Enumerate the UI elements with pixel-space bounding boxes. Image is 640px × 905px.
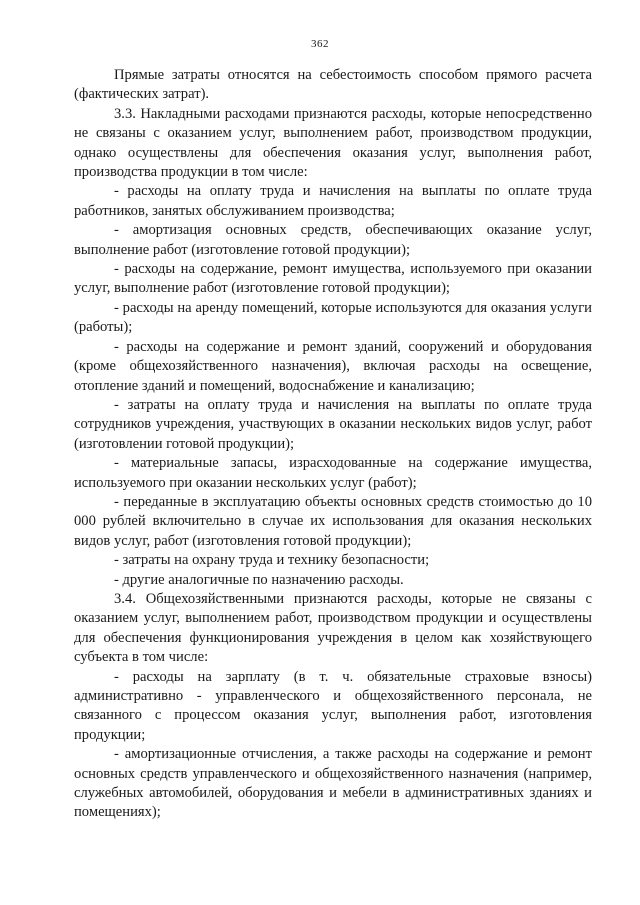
paragraph-3-3-overhead: 3.3. Накладными расходами признаются расходы, которые непосредственно не связаны с оказанием услуг, выполнением работ, производством продукции, однако осуществлены для обеспечения оказания услуг, выполнения работ, производства продукции в том числе: <box>74 105 592 181</box>
list-item: - материальные запасы, израсходованные на содержание имущества, используемого при оказании нескольких услуг (работ); <box>74 455 592 491</box>
list-item: - амортизационные отчисления, а также расходы на содержание и ремонт основных средств управленческого и общехозяйственного назначения (например, служебных автомобилей, оборудования и мебели в административных зданиях и помещениях); <box>74 746 592 821</box>
list-item: - расходы на содержание и ремонт зданий, сооружений и оборудования (кроме общехозяйственного назначения), включая расходы на освещение, отопление зданий и помещений, водоснабжение и канализацию; <box>74 338 592 394</box>
list-item: - переданные в эксплуатацию объекты основных средств стоимостью до 10 000 рублей включительно в случае их использования для оказания нескольких видов услуг, работ (изготовления готовой продукции); <box>74 493 592 549</box>
list-item: - расходы на зарплату (в т. ч. обязательные страховые взносы) административно - управленческого и общехозяйственного персонала, не связанного с процессом оказания услуг, выполнения работ, изготовления продукции; <box>74 668 592 743</box>
list-item: - амортизация основных средств, обеспечивающих оказание услуг, выполнение работ (изготовление готовой продукции); <box>74 222 592 258</box>
list-item: - расходы на аренду помещений, которые используются для оказания услуги (работы); <box>74 299 592 336</box>
list-item: - расходы на содержание, ремонт имущества, используемого при оказании услуг, выполнение работ (изготовление готовой продукции); <box>74 261 592 297</box>
paragraph-3-4-general: 3.4. Общехозяйственными признаются расходы, которые не связаны с оказанием услуг, выполнением работ, производством продукции и осуществлены для обеспечения функционирования учреждения в целом как хозяйствующего субъекта в том числе: <box>74 590 592 666</box>
list-item: - другие аналогичные по назначению расходы. <box>114 571 404 588</box>
page-number: 362 <box>311 38 329 50</box>
paragraph-direct-costs: Прямые затраты относятся на себестоимость способом прямого расчета (фактических затрат). <box>74 67 592 103</box>
list-item: - затраты на охрану труда и технику безопасности; <box>114 552 430 569</box>
document-body <box>74 66 592 823</box>
list-item: - затраты на оплату труда и начисления на выплаты по оплате труда сотрудников учреждения, участвующих в оказании нескольких видов услуг, работ (изготовлении готовой продукции); <box>74 396 592 452</box>
list-item: - расходы на оплату труда и начисления на выплаты по оплате труда работников, занятых обслуживанием производства; <box>74 183 592 219</box>
